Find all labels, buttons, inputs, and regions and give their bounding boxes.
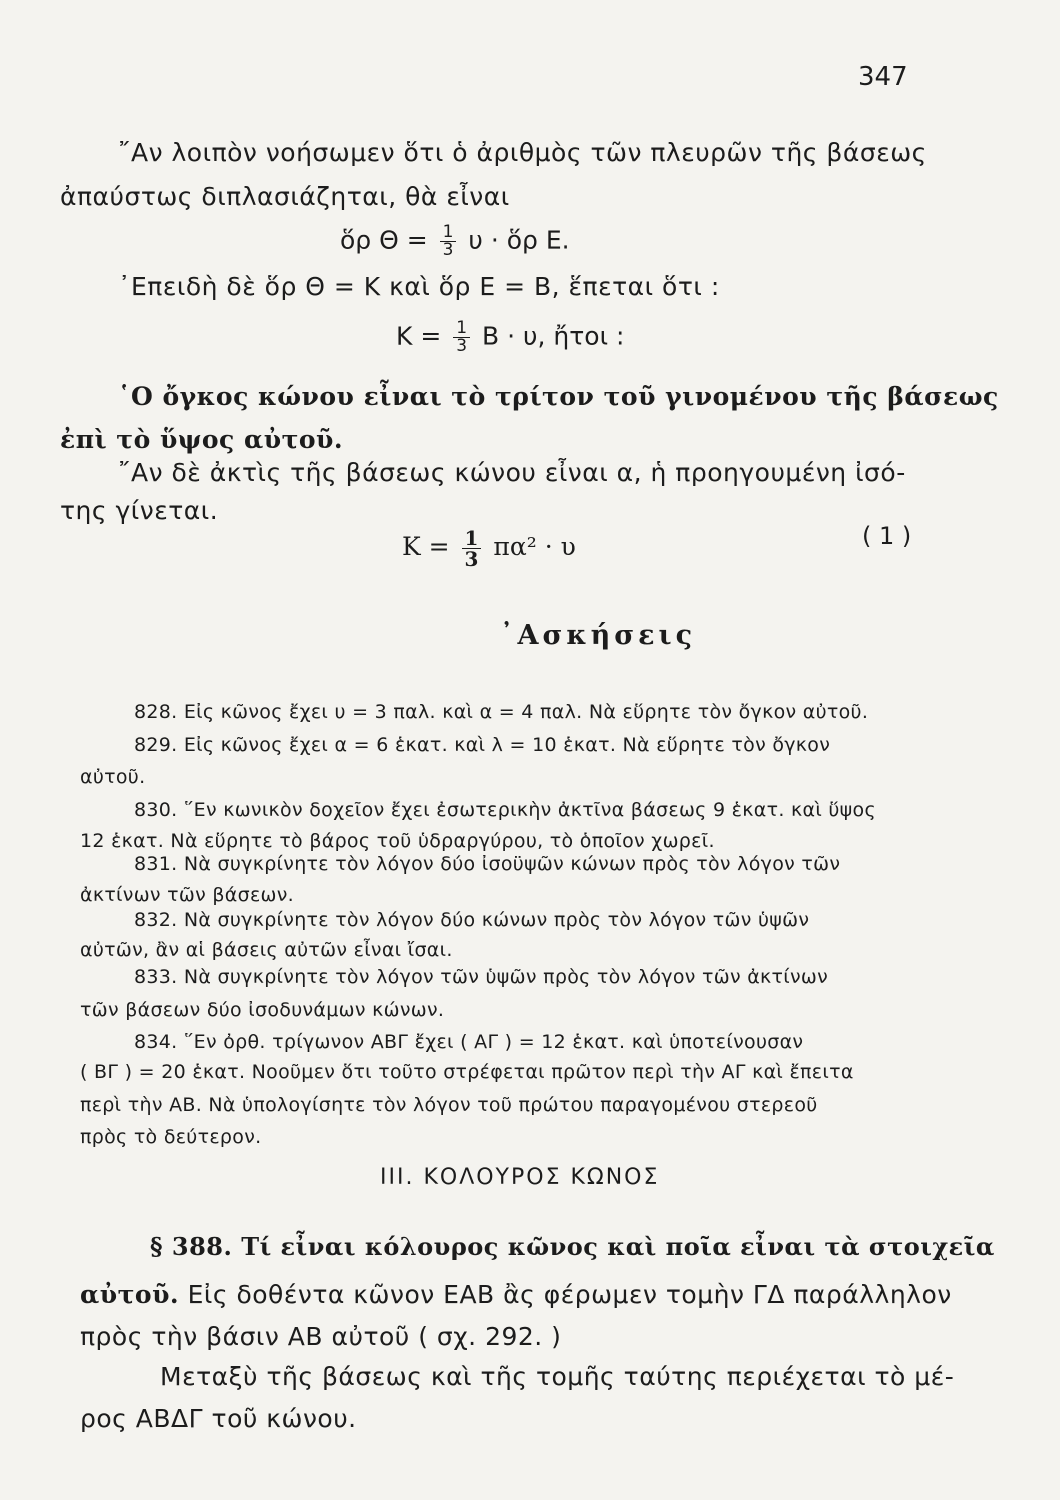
exercise-line: ἀκτίνων τῶν βάσεων. <box>80 884 294 906</box>
intro-line-3: ᾿Επειδὴ δὲ ὅρ Θ = Κ καὶ ὅρ Ε = Β, ἕπεται ὅτι : <box>118 272 720 301</box>
section-para-line-4: Μεταξὺ τῆς βάσεως καὶ τῆς τομῆς ταύτης περιέχεται τὸ μέ- <box>160 1362 955 1391</box>
exercise-line: 829. Εἰς κῶνος ἔχει α = 6 ἑκατ. καὶ λ = 10 ἑκατ. Νὰ εὕρητε τὸν ὄγκον <box>134 734 831 756</box>
exercises-heading: ᾿Ασκήσεις <box>500 620 697 651</box>
exercise-line: ( ΒΓ ) = 20 ἑκατ. Νοοῦμεν ὅτι τοῦτο στρέφεται πρῶτον περὶ τὴν ΑΓ καὶ ἔπειτα <box>80 1061 854 1083</box>
formula-cone-left: Κ = <box>402 532 450 561</box>
exercise-line: 830. ῞Εν κωνικὸν δοχεῖον ἔχει ἐσωτερικὴν ἀκτῖνα βάσεως 9 ἑκατ. καὶ ὕψος <box>134 799 876 821</box>
fraction-numerator: 1 <box>453 320 470 338</box>
theorem-line-1: ῾Ο ὄγκος κώνου εἶναι τὸ τρίτον τοῦ γινομένου τῆς βάσεως <box>118 382 999 411</box>
exercise-line: 828. Εἰς κῶνος ἔχει υ = 3 παλ. καὶ α = 4 παλ. Νὰ εὕρητε τὸν ὄγκον αὐτοῦ. <box>134 701 869 723</box>
radius-line-2: της γίνεται. <box>60 496 219 525</box>
intro-line-1: ῎Αν λοιπὸν νοήσωμεν ὅτι ὁ ἀριθμὸς τῶν πλευρῶν τῆς βάσεως <box>118 138 927 167</box>
fraction-numerator: 1 <box>440 224 457 242</box>
exercise-line: 833. Νὰ συγκρίνητε τὸν λόγον τῶν ὑψῶν πρὸς τὸν λόγον τῶν ἀκτίνων <box>134 966 829 988</box>
section-para-line-5: ρος ΑΒΔΓ τοῦ κώνου. <box>80 1404 357 1433</box>
formula-theta-right: υ · ὅρ Ε. <box>468 225 570 255</box>
formula-cone-volume <box>402 528 576 569</box>
exercise-line: αὐτῶν, ἂν αἱ βάσεις αὐτῶν εἶναι ἴσαι. <box>80 939 453 961</box>
fraction-denominator: 3 <box>464 547 479 571</box>
exercise-line: 12 ἑκατ. Νὰ εὕρητε τὸ βάρος τοῦ ὑδραργύρου, τὸ ὁποῖον χωρεῖ. <box>80 830 715 852</box>
formula-volume-base <box>396 320 624 355</box>
formula-cone-right: πα² · υ <box>493 532 576 561</box>
section-para-line-1: § 388. Τί εἶναι κόλουρος κῶνος καὶ ποῖα εἶναι τὰ στοιχεῖα <box>150 1232 995 1261</box>
section-para-line-3: πρὸς τὴν βάσιν ΑΒ αὐτοῦ ( σχ. 292. ) <box>80 1322 562 1351</box>
formula-theta <box>340 224 570 259</box>
exercise-line: 834. ῞Εν ὀρθ. τρίγωνον ΑΒΓ ἔχει ( ΑΓ ) = 12 ἑκατ. καὶ ὑποτείνουσαν <box>134 1031 804 1053</box>
fraction-numerator: 1 <box>462 528 482 549</box>
fraction-one-third <box>440 224 457 259</box>
fraction-one-third <box>462 528 482 569</box>
fraction-denominator: 3 <box>442 240 454 260</box>
exercise-line: αὐτοῦ. <box>80 766 146 788</box>
formula-volume-right: Β · υ, ἤτοι : <box>482 321 625 351</box>
exercise-line: πρὸς τὸ δεύτερον. <box>80 1126 262 1148</box>
section-title: ΙΙΙ. ΚΟΛΟΥΡΟΣ ΚΩΝΟΣ <box>380 1165 660 1190</box>
theorem-line-2: ἐπὶ τὸ ὕψος αὐτοῦ. <box>60 425 344 454</box>
exercise-line: τῶν βάσεων δύο ἰσοδυνάμων κώνων. <box>80 999 445 1021</box>
formula-volume-left: Κ = <box>396 321 442 351</box>
section-para-line-2 <box>80 1280 952 1310</box>
formula-theta-left: ὅρ Θ = <box>340 225 428 255</box>
exercise-line: περὶ τὴν ΑΒ. Νὰ ὑπολογίσητε τὸν λόγον τοῦ πρώτου παραγομένου στερεοῦ <box>80 1094 818 1116</box>
fraction-one-third <box>453 320 470 355</box>
exercise-line: 832. Νὰ συγκρίνητε τὸν λόγον δύο κώνων πρὸς τὸν λόγον τῶν ὑψῶν <box>134 909 810 931</box>
page-number: 347 <box>858 62 908 92</box>
intro-line-2: ἀπαύστως διπλασιάζηται, θὰ εἶναι <box>60 182 510 211</box>
section-para-bold: αὐτοῦ. <box>80 1280 180 1309</box>
radius-line-1: ῎Αν δὲ ἀκτὶς τῆς βάσεως κώνου εἶναι α, ἡ προηγουμένη ἰσό- <box>118 458 906 487</box>
equation-number: ( 1 ) <box>862 522 912 550</box>
section-para-rest: Εἰς δοθέντα κῶνον ΕΑΒ ἂς φέρωμεν τομὴν ΓΔ παράλληλον <box>179 1280 952 1309</box>
exercise-line: 831. Νὰ συγκρίνητε τὸν λόγον δύο ἰσοϋψῶν κώνων πρὸς τὸν λόγον τῶν <box>134 853 841 875</box>
fraction-denominator: 3 <box>456 336 468 356</box>
